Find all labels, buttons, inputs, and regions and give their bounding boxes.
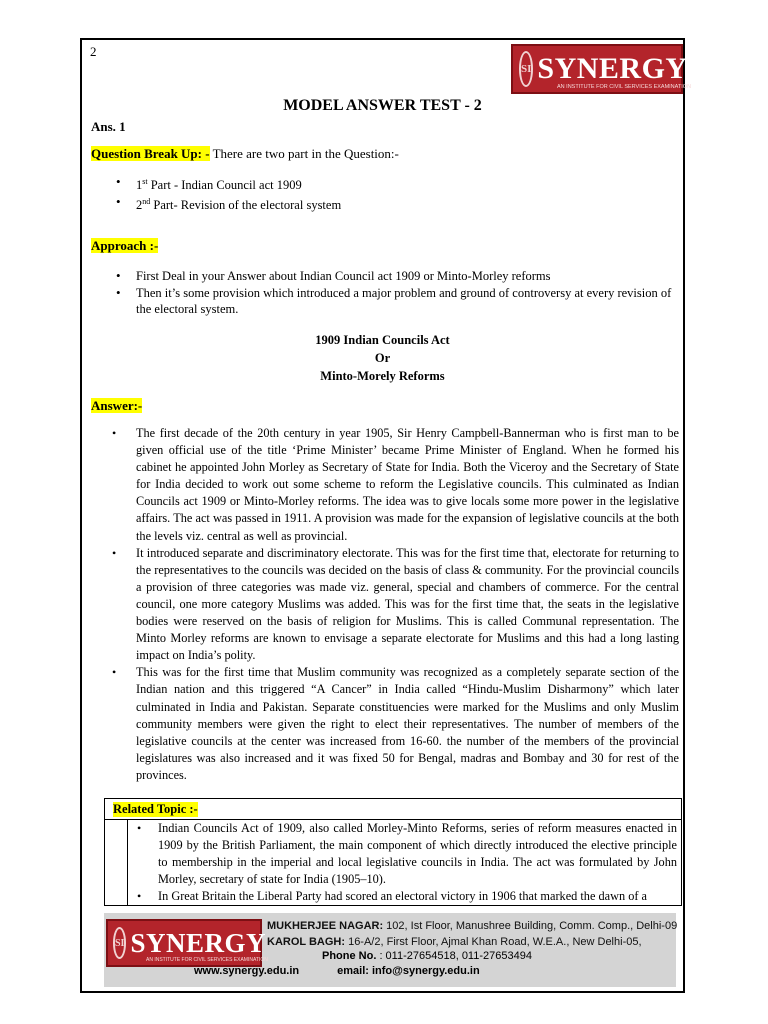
related-topic-label: Related Topic :- [113, 801, 198, 816]
list-item: • Then it’s some provision which introduced a major problem and ground of controversy at every revision of the electoral system. [110, 285, 682, 318]
footer-logo [106, 919, 268, 967]
list-item: • First Deal in your Answer about Indian Council act 1909 or Minto-Morley reforms [110, 268, 682, 285]
list-item: • 1st Part - Indian Council act 1909 [110, 174, 670, 194]
email-link[interactable]: email: info@synergy.edu.in [337, 965, 480, 977]
footer-address: MUKHERJEE NAGAR: 102, Ist Floor, Manushree Building, Comm. Comp., Delhi-09 KAROL BAGH: 16-A/2, First Floor, Ajmal Khan Road, W.E.A., New Delhi-05, [267, 920, 678, 948]
section-heading-line2: Or [374, 351, 391, 365]
answer-number: Ans. 1 [91, 119, 126, 134]
list-item: • The first decade of the 20th century in year 1905, Sir Henry Campbell-Bannerman who is first man to be given official use of the title ‘Prime Minister’ became Prime Minister of England. When he formed his cabinet he appointed John Morley as Secretary of State for India. Both the Viceroy and the Secretary of State for India decided to work out some scheme to reform the Legislative councils. This culminated as Indian Councils act 1909 or Minto-Morley reforms. The idea was to give locals some more power in the legislative affairs. The act was passed in 1911. A provision was made for the expansion of legislative councils at the both the levels viz. central as well as provincial. [112, 425, 679, 545]
list-item: • Indian Councils Act of 1909, also called Morley-Minto Reforms, series of reform measures enacted in 1909 by the British Parliament, the main component of which directly introduced the elective principle to membership in the imperial and local legislative councils in India. The act was formulated by John Morley, secretary of state for India (1905–10). [105, 820, 681, 888]
section-heading-line1: 1909 Indian Councils Act [315, 333, 450, 347]
break-up-text: There are two part in the Question:- [209, 146, 399, 161]
logo-tagline: AN INSTITUTE FOR CIVIL SERVICES EXAMINATION [146, 957, 268, 963]
logo-wordmark: SYNERGY [537, 52, 688, 85]
synergy-logo [511, 44, 692, 94]
logo-tagline: AN INSTITUTE FOR CIVIL SERVICES EXAMINATION [557, 84, 692, 90]
related-topic-box [104, 798, 682, 906]
answer-label: Answer:- [91, 398, 143, 413]
approach-list [110, 268, 682, 318]
related-topic-heading [105, 799, 681, 820]
logo-wordmark: SYNERGY [130, 927, 266, 958]
page-title: MODEL ANSWER TEST - 2 [283, 97, 482, 114]
break-up-label: Question Break Up: - [91, 146, 210, 161]
answer-list [112, 425, 679, 784]
seal-icon: SI [113, 927, 126, 959]
website-link[interactable]: www.synergy.edu.in [194, 965, 300, 977]
footer-contact [194, 965, 480, 977]
list-item: • 2nd Part- Revision of the electoral system [110, 194, 670, 214]
answer-heading [91, 398, 142, 414]
related-list [105, 820, 681, 905]
section-heading-line3: Minto-Morely Reforms [320, 369, 445, 383]
list-item: • In Great Britain the Liberal Party had scored an electoral victory in 1906 that marked the dawn of a [105, 888, 681, 905]
list-item: • This was for the first time that Muslim community was recognized as a completely separate section of the Indian nation and this triggered “A Cancer” in India called “Hindu-Muslim Disharmony” which later culminated in India and Pakistan. Separate constituencies were marked for the Muslims and only Muslim community members were given the right to elect their representatives. The number of members of the legislative councils at the center was increased from 16-60. the number of the members of the provincial legislatures was also increased and it was fixed 50 for Bengal, madras and Bombay and 30 for rest of the provinces. [112, 664, 679, 784]
approach-heading [91, 238, 158, 254]
parts-list [110, 174, 670, 213]
footer [104, 913, 676, 987]
approach-label: Approach :- [91, 238, 159, 253]
list-item: • It introduced separate and discriminatory electorate. This was for the first time that, electorate for returning to the representatives to the councils was decided on the basis of class & community. For the provincial councils a provision of three categories was made viz. general, special and chambers of commerce. For the central council, one more category Muslims was added. This was for the first time that, the seats in the legislative bodies were reserved on the basis of religion for Muslims. This is called Communal representation. The Minto Morley reforms are known to envisage a separate electorate for Muslims and this had a long lasting impact on India’s polity. [112, 545, 679, 665]
seal-icon: SI [519, 51, 533, 87]
page-number: 2 [90, 44, 97, 59]
footer-phone: Phone No. : 011-27654518, 011-27653494 [322, 950, 532, 962]
question-break-up [91, 146, 399, 162]
